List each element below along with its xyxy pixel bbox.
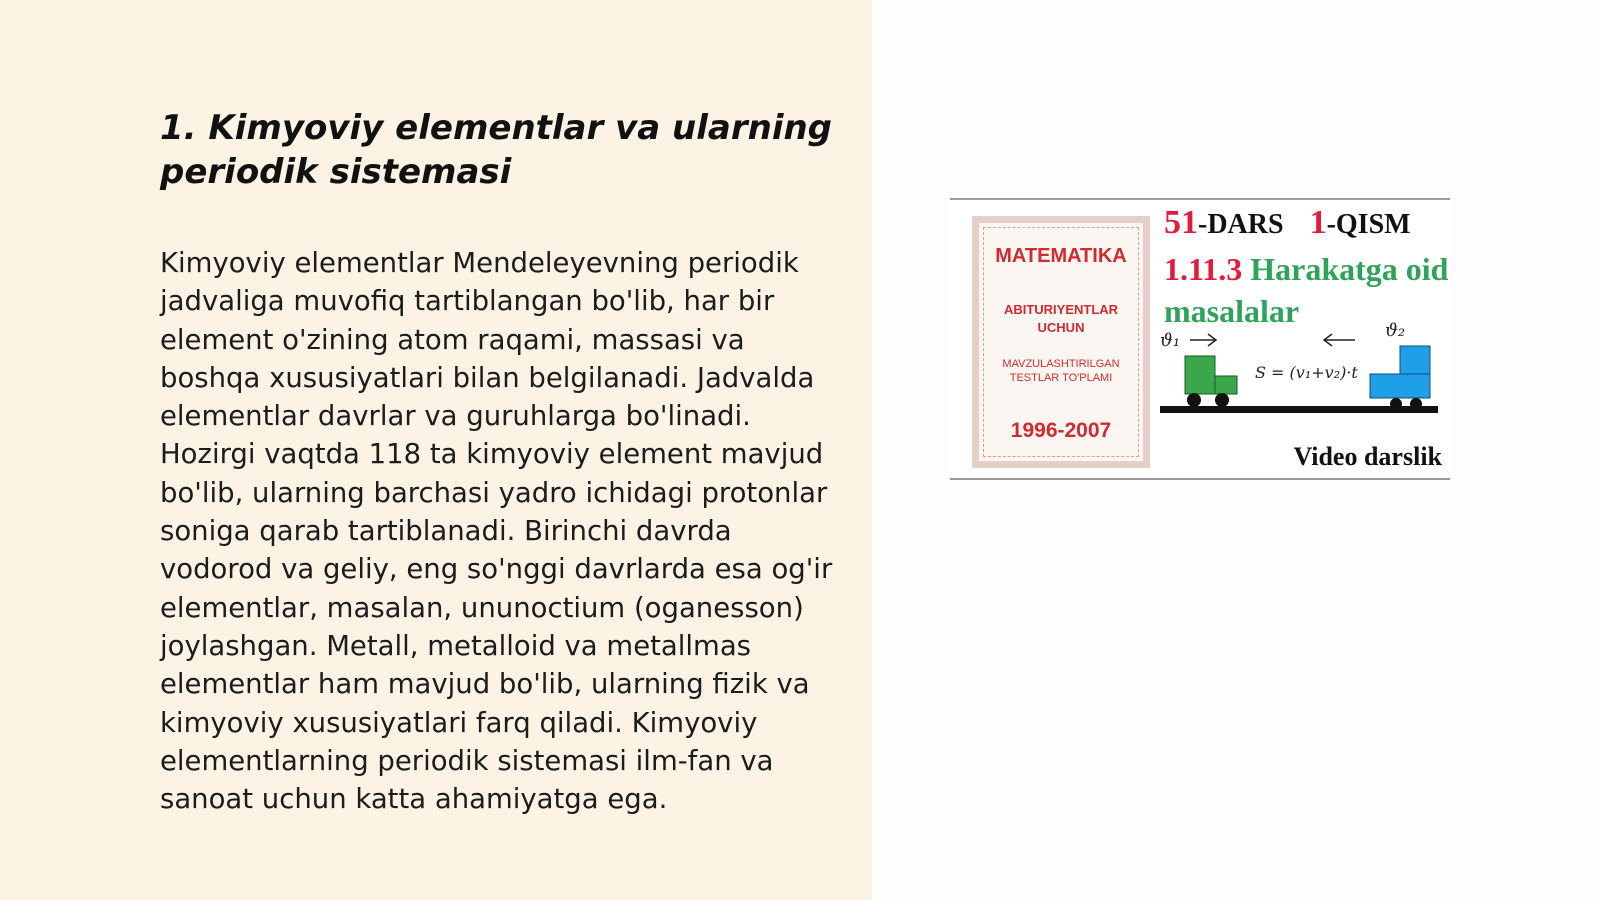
motion-diagram <box>1160 318 1450 428</box>
part-word: -QISM <box>1326 209 1411 240</box>
book-subtitle-2: MAVZULASHTIRILGAN TESTLAR TO'PLAMI <box>1002 358 1120 384</box>
book-cover-image <box>972 216 1150 468</box>
v2-label: ϑ₂ <box>1385 320 1406 341</box>
topic-text: Harakatga oid masalalar <box>1164 251 1449 329</box>
book-subtitle: ABITURIYENTLAR UCHUN <box>1003 302 1119 335</box>
blue-truck-icon <box>1370 346 1430 410</box>
v1-label: ϑ₁ <box>1160 330 1181 351</box>
lesson-heading <box>1164 204 1444 242</box>
part-number: 1 <box>1309 204 1327 241</box>
lesson-number: 51 <box>1164 204 1198 241</box>
slide-title: 1. Kimyoviy elementlar va ularning periodik sistemasi <box>160 108 833 192</box>
right-arrow-icon <box>1190 334 1216 346</box>
lesson-word: -DARS <box>1198 209 1284 240</box>
book-title: MATEMATIKA <box>995 245 1127 267</box>
topic-number: 1.11.3 <box>1164 251 1243 287</box>
formula: S = (v₁+v₂)·t <box>1255 363 1358 382</box>
video-label: Video darslik <box>1293 442 1442 471</box>
left-arrow-icon <box>1324 334 1355 346</box>
video-thumbnail[interactable] <box>950 198 1450 480</box>
green-truck-icon <box>1185 356 1237 407</box>
slide-body-text: Kimyoviy elementlar Mendeleyevning periodik jadvaliga muvofiq tartiblangan bo'lib, har bir element o'zining atom raqami, massasi va boshqa xususiyatlari bilan belgilanadi. Jadvalda elementlar davrlar va guruhlarga bo'linadi. Hozirgi vaqtda 118 ta kimyoviy element mavjud bo'lib, ularning barchasi yadro ichidagi protonlar soniga qarab tartiblanadi. Birinchi davrda vodorod va geliy, eng so'nggi davrlarda esa og'ir elementlar, masalan, ununoctium (oganesson) joylashgan. Metall, metalloid va metallmas elementlar ham mavjud bo'lib, ularning fizik va kimyoviy xususiyatlari farq qiladi. Kimyoviy elementlarning periodik sistemasi ilm-fan va sanoat uchun katta ahamiyatga ega. <box>160 247 833 816</box>
book-years: 1996-2007 <box>1010 419 1112 442</box>
ground-line <box>1160 406 1438 413</box>
